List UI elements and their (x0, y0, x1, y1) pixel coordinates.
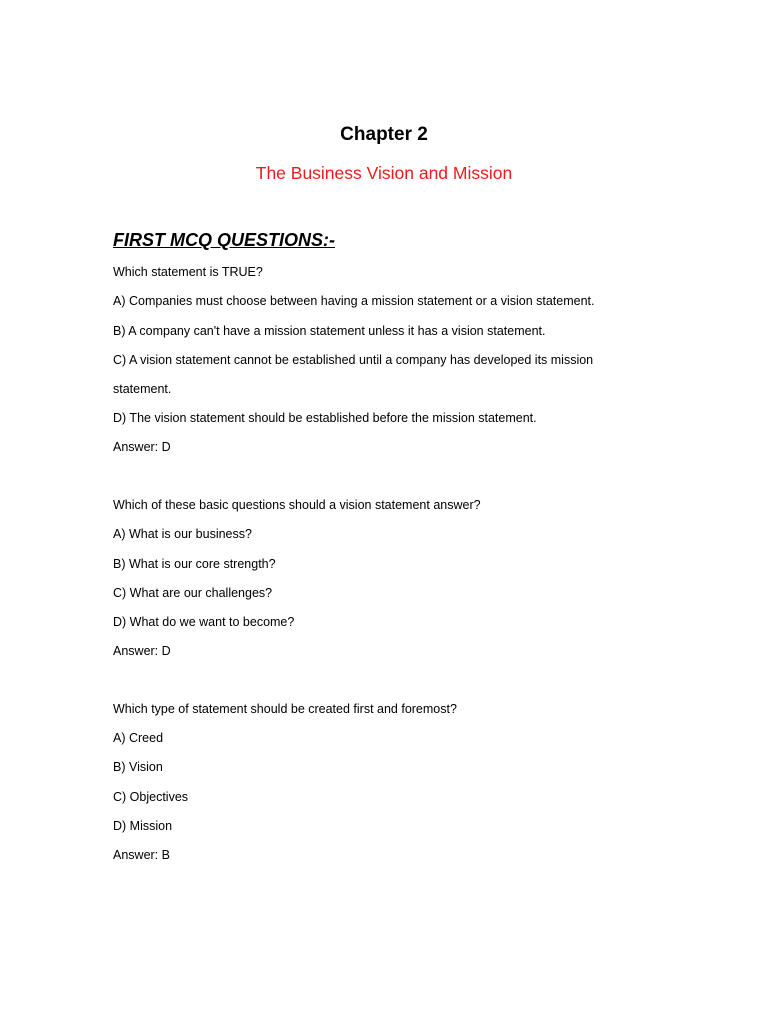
question-3-option-b: B) Vision (113, 760, 163, 774)
chapter-subtitle: The Business Vision and Mission (255, 163, 513, 183)
question-2-option-a: A) What is our business? (113, 527, 252, 541)
question-1-option-d: D) The vision statement should be established before the mission statement. (113, 411, 537, 425)
question-2-answer: Answer: D (113, 644, 171, 658)
question-1-option-c: C) A vision statement cannot be established until a company has developed its mission (113, 353, 594, 367)
section-heading: FIRST MCQ QUESTIONS:- (113, 230, 335, 250)
question-2-prompt: Which of these basic questions should a vision statement answer? (113, 498, 481, 512)
question-1-prompt: Which statement is TRUE? (113, 265, 263, 279)
question-1-option-b: B) A company can't have a mission statement unless it has a vision statement. (113, 324, 546, 338)
question-2-option-b: B) What is our core strength? (113, 557, 276, 571)
question-3-option-d: D) Mission (113, 819, 173, 833)
question-2-option-c: C) What are our challenges? (113, 586, 273, 600)
question-3-option-c: C) Objectives (113, 790, 189, 804)
question-3-answer: Answer: B (113, 848, 170, 862)
question-3-option-a: A) Creed (113, 731, 164, 745)
question-1-option-c-continued: statement. (113, 382, 172, 396)
question-1-answer: Answer: D (113, 440, 171, 454)
question-2-option-d: D) What do we want to become? (113, 615, 295, 629)
question-3-prompt: Which type of statement should be created first and foremost? (113, 702, 457, 716)
question-1-option-a: A) Companies must choose between having a mission statement or a vision statement. (113, 294, 595, 308)
chapter-title: Chapter 2 (340, 124, 428, 145)
